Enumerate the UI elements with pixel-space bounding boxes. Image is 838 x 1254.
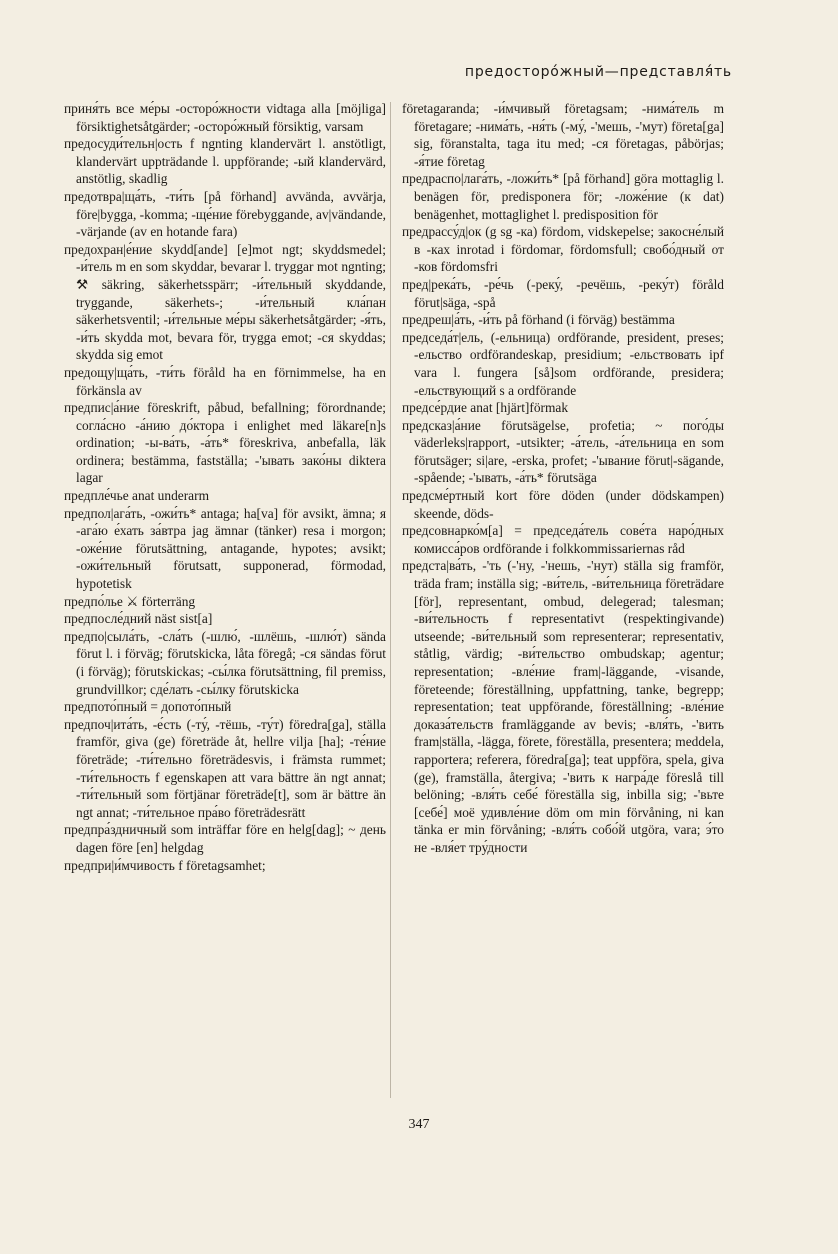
dictionary-entry: предсовнарко́м[а] = председа́тель сове́та наро́дных комисса́ров ordförande i folkkommissariernas råd xyxy=(402,523,724,556)
dictionary-entry: предпле́чье anat underarm xyxy=(64,488,209,504)
dictionary-entry: предпо́лье ⚔ förterräng xyxy=(64,593,196,609)
dictionary-entry: приня́ть все ме́ры -осторо́жности vidtaga alla [möjliga] försiktighetsåtgärder; -осторо́жный försiktig, varsam xyxy=(64,101,386,134)
dictionary-entry: пред|река́ть, -ре́чь (-реку́, -речёшь, -реку́т) föråld förut|säga, -spå xyxy=(402,276,724,310)
dictionary-entry: предста|ва́ть, -'ть (-'ну, -'нешь, -'нут) ställa sig framför, träda fram; inställa sig; -ви́тель, -ви́тельница företrädare [för], representant, ombud, delegerad; talesman; -ви́тельность f representativt (respektingivande) utseende; -ви́тельный som representerar; representativ, ståtlig, värdig; -ви́тельство ombudskap; agentur; representation; -вле́ние fram|-läggande, -visande, företeende; föreställning, uppfattning, tanke, begrepp; representation; teat uppförande, föreställning; -вле́ние доказа́тельств framläggande av bevis; -вля́ть, -'вить fram|ställa, -lägga, förete, föreställa, presentera; meddela, rapportera; referera, föredra[ga]; teat uppföra, spela, giva (ge), framställa, återgiva; -'вить к награ́де föreslå till belöning; -вля́ть себе́ föreställa sig, inbilla sig; -'вьте [себе́] моё удивле́ние döm om min förvåning, ni kan tänka er min förvåning; -вля́ть собо́й utgöra, vara; э́то не -вля́ет тру́дности xyxy=(402,558,724,855)
dictionary-entry: предраспо|лага́ть, -ложи́ть* [på förhand] göra mottaglig l. benägen för, predisponera för; -ложе́ние (к dat) benägenhet, mottaglighet l. predisposition för xyxy=(402,171,724,222)
dictionary-entry: предпри|и́мчивость f företagsamhet; xyxy=(64,857,266,873)
dictionary-entry: предпото́пный = допото́пный xyxy=(64,699,232,715)
running-head: предосторо́жный—представля́ть xyxy=(464,64,732,80)
dictionary-entry: предсме́ртный kort före döden (under dödskampen) skeende, döds- xyxy=(402,488,724,521)
dictionary-entry: предпоч|ита́ть, -е́сть (-ту́, -тёшь, -ту́т) föredra[ga], ställa framför, giva (ge) företräde åt, hellre vilja [ha]; -те́ние företräde; -ти́тельно företrädesvis, i främsta rummet; -ти́тельность f egenskapen att vara bättre än ngt annat; -ти́тельный som förtjänar företräde[t], som är bättre än ngt annat; -ти́тельное пра́во företrädesrätt xyxy=(64,716,386,820)
right-column xyxy=(402,100,724,857)
dictionary-entry: предреш|а́ть, -и́ть på förhand (i förväg) bestämma xyxy=(402,312,675,328)
dictionary-entry: предпра́здничный som inträffar före en helg[dag]; ~ день dagen före [en] helgdag xyxy=(64,822,386,855)
dictionary-entry: предотвра|ща́ть, -ти́ть [på förhand] avvända, avvärja, före|bygga, -komma; -ще́ние förebyggande, av|vändande, -värjande (av en hotande fara) xyxy=(64,188,386,240)
dictionary-entry: предпол|ага́ть, -ожи́ть* antaga; ha[va] för avsikt, ämna; я -ага́ю е́хать за́втра jag ämnar (tänker) resa i morgon; -оже́ние förutsättning, antagande, hypotes; avsikt; -ожи́тельный förutsatt, supponerad, förmodad, hypotetisk xyxy=(64,505,386,592)
left-column xyxy=(64,100,386,874)
dictionary-entry: предпо|сыла́ть, -сла́ть (-шлю́, -шлёшь, -шлю́т) sända förut l. i förväg; förutskicka, låta föregå; -ся sändas förut (i förväg); förutskickas; -сы́лка förutsättning, fil premiss, grundvillkor; сде́лать -сы́лку förutskicka xyxy=(64,628,386,697)
dictionary-entry: предохран|е́ние skydd[ande] [e]mot ngt; skyddsmedel; -и́тель m en som skyddar, bevarar l. tryggar mot ngnting; ⚒ säkring, säkerhetsspärr; -и́тельный skyddande, tryggande, säkerhets-; -и́тельный кла́пан säkerhetsventil; -и́тельные ме́ры säkerhetsåtgärder; -я́ть, -и́ть skydda mot, bevara för, trygga emot; -ся skyddas; skydda sig emot xyxy=(64,241,386,363)
dictionary-entry: предсказ|а́ние förutsägelse, profetia; ~ пого́ды väderleks|rapport, -utsikter; -а́тель, -а́тельница en som förutsäger; si|are, -erska, profet; -'ывание förut|-sägande, -spående; -'ывать, -а́ть* förutsäga xyxy=(402,417,724,486)
dictionary-entry: предрассу́д|ок (g sg -ка) fördom, vidskepelse; закосне́лый в -ках inrotad i fördomar, fördomsfull; свобо́дный от -ков fördomsfri xyxy=(402,224,724,275)
dictionary-entry: председа́т|ель, (-ельница) ordförande, president, preses; -ельство ordförandeskap, presidium; -ельствовать ipf vara l. fungera [så]som ordförande, presidera; -ельствующий s a ordförande xyxy=(402,329,724,398)
dictionary-entry: предпосле́дний näst sist[a] xyxy=(64,611,213,627)
dictionary-entry: företagaranda; -и́мчивый företagsam; -нима́тель m företagare; -нима́ть, -ня́ть (-му́, -'мешь, -'мут) företa[ga] sig, föranstalta, taga itu med; -ся företagas, påbörjas; -я́тие företag xyxy=(402,101,724,169)
dictionary-entry: предощу|ща́ть, -ти́ть föråld ha en förnimmelse, ha en förkänsla av xyxy=(64,364,386,398)
dictionary-entry: предосуди́тельн|ость f ngnting klandervärt l. anstötligt, klandervärt uppträdande l. uppförande; -ый klandervärd, anstötlig, skadlig xyxy=(64,136,386,187)
dictionary-entry: предсе́рдие anat [hjärt]förmak xyxy=(402,400,569,416)
column-divider xyxy=(390,102,391,1098)
page-number: 347 xyxy=(408,1117,430,1132)
dictionary-entry: предпис|а́ние föreskrift, påbud, befallning; förordnande; согла́сно -а́нию до́ктора i enlighet med läkare[n]s ordination; -ы-ва́ть, -а́ть* föreskriva, anbefalla, läk ordinera; bestämma, fastställa; -'ывать зако́ны diktera lagar xyxy=(64,400,386,486)
